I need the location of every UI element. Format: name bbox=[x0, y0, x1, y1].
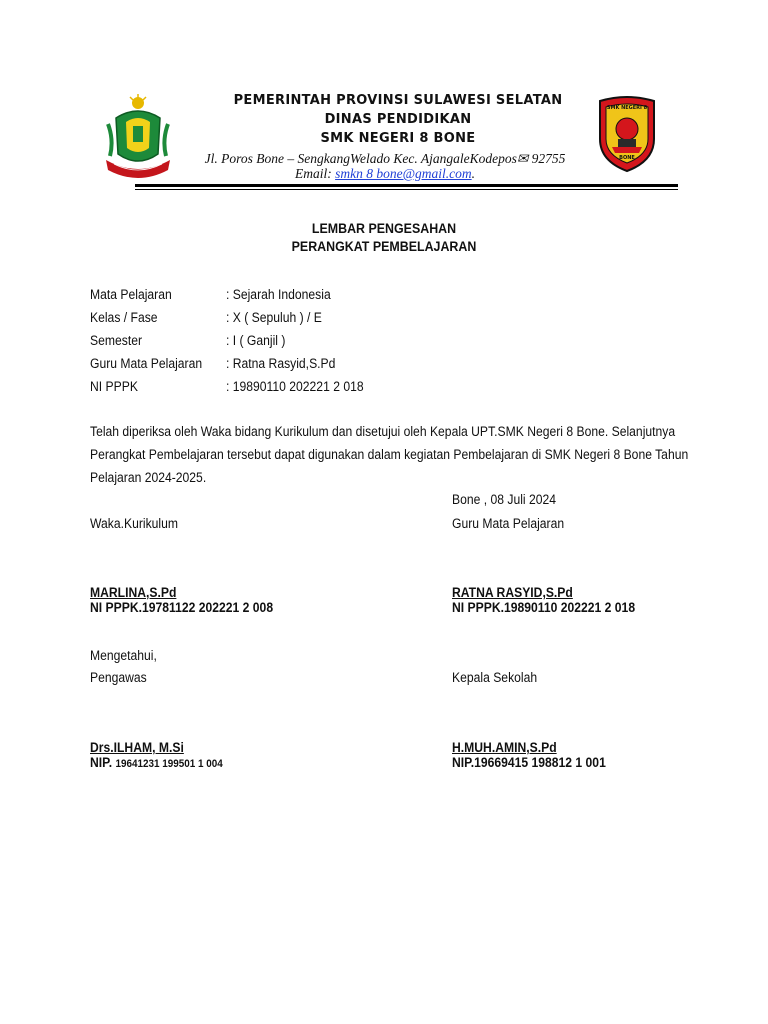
guru-role: Guru Mata Pelajaran bbox=[452, 516, 565, 531]
postal-code: 92755 bbox=[531, 151, 566, 166]
document-subtitle: PERANGKAT PEMBELAJARAN bbox=[291, 239, 477, 254]
envelope-icon: ✉ bbox=[516, 151, 529, 166]
field-label-teacher: Guru Mata Pelajaran bbox=[90, 356, 203, 371]
pengawas-role: Pengawas bbox=[90, 670, 147, 685]
letterhead-rule-thin bbox=[135, 189, 678, 190]
body-line-3: Pelajaran 2024-2025. bbox=[90, 470, 207, 485]
pengawas-id: 19641231 199501 1 004 bbox=[115, 758, 223, 770]
field-value-class: : X ( Sepuluh ) / E bbox=[226, 310, 322, 325]
letterhead-rule-thick bbox=[135, 184, 678, 187]
field-value-teacher: : Ratna Rasyid,S.Pd bbox=[226, 356, 336, 371]
body-line-1: Telah diperiksa oleh Waka bidang Kurikulum dan disetujui oleh Kepala UPT.SMK Negeri 8 Bone. Selanjutnya bbox=[90, 424, 676, 439]
pengawas-id-label: NIP. bbox=[90, 755, 113, 770]
email-link[interactable]: smkn 8 bone@gmail.com bbox=[335, 166, 472, 181]
document-title: LEMBAR PENGESAHAN bbox=[311, 221, 457, 236]
guru-name: RATNA RASYID,S.Pd bbox=[452, 585, 573, 600]
letterhead-address bbox=[190, 151, 580, 167]
pengawas-id-line bbox=[90, 755, 223, 770]
waka-role: Waka.Kurikulum bbox=[90, 516, 179, 531]
waka-id: NI PPPK.19781122 202221 2 008 bbox=[90, 600, 274, 615]
body-line-2: Perangkat Pembelajaran tersebut dapat digunakan dalam kegiatan Pembelajaran di SMK Negeri 8 Bone Tahun bbox=[90, 447, 689, 462]
field-label-semester: Semester bbox=[90, 333, 143, 348]
field-label-nippk: NI PPPK bbox=[90, 379, 138, 394]
waka-name: MARLINA,S.Pd bbox=[90, 585, 177, 600]
logo-text-top: SMK NEGERI 8 bbox=[606, 105, 648, 111]
provincial-emblem-logo bbox=[102, 94, 174, 184]
address-text: Jl. Poros Bone – SengkangWelado Kec. AjangaleKodepos bbox=[204, 151, 517, 166]
school-shield-logo bbox=[596, 95, 658, 173]
email-label: Email: bbox=[294, 166, 336, 181]
mengetahui-label: Mengetahui, bbox=[90, 648, 157, 663]
field-label-subject: Mata Pelajaran bbox=[90, 287, 172, 302]
field-label-class: Kelas / Fase bbox=[90, 310, 158, 325]
logo-text-bottom: BONE bbox=[619, 155, 635, 161]
letterhead-school: SMK NEGERI 8 BONE bbox=[320, 131, 476, 146]
letterhead-government: PEMERINTAH PROVINSI SULAWESI SELATAN bbox=[233, 93, 563, 108]
letterhead-email: Email: smkn 8 bone@gmail.com. bbox=[294, 166, 476, 181]
field-value-nippk: : 19890110 202221 2 018 bbox=[226, 379, 364, 394]
place-date: Bone , 08 Juli 2024 bbox=[452, 492, 557, 507]
field-value-semester: : I ( Ganjil ) bbox=[226, 333, 286, 348]
guru-id: NI PPPK.19890110 202221 2 018 bbox=[452, 600, 636, 615]
kepsek-name: H.MUH.AMIN,S.Pd bbox=[452, 740, 557, 755]
kepsek-role: Kepala Sekolah bbox=[452, 670, 538, 685]
kepsek-id: NIP.19669415 198812 1 001 bbox=[452, 755, 606, 770]
pengawas-name: Drs.ILHAM, M.Si bbox=[90, 740, 184, 755]
field-value-subject: : Sejarah Indonesia bbox=[226, 287, 331, 302]
letterhead-department: DINAS PENDIDIKAN bbox=[324, 112, 472, 127]
